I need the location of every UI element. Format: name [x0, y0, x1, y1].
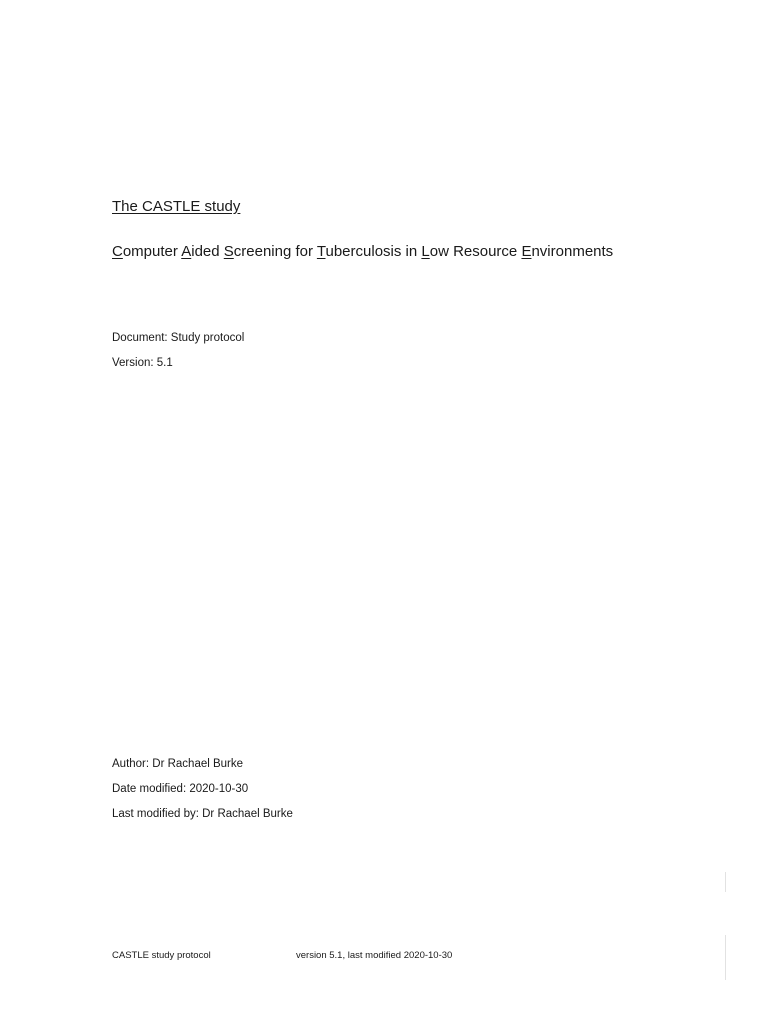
subtitle-word-screening: creening for [233, 243, 317, 260]
subtitle-initial-t: T [316, 243, 326, 260]
document-author: Author: Dr Rachael Burke [112, 758, 244, 770]
subtitle-word-computer: omputer [122, 243, 182, 260]
subtitle-word-environments: nvironments [531, 243, 614, 260]
subtitle-word-tuberculosis: uberculosis in [325, 243, 422, 260]
footer-left: CASTLE study protocol [112, 950, 211, 961]
document-last-modified-by: Last modified by: Dr Rachael Burke [112, 808, 293, 820]
subtitle-initial-e: E [521, 243, 532, 260]
subtitle-initial-l: L [421, 243, 430, 260]
subtitle-initial-s: S [223, 243, 234, 260]
subtitle-word-aided: ided [191, 243, 224, 260]
document-version: Version: 5.1 [112, 357, 173, 369]
subtitle-initial-c: C [112, 243, 123, 260]
margin-mark-upper [725, 872, 726, 892]
document-date-modified: Date modified: 2020-10-30 [112, 783, 249, 795]
document-type: Document: Study protocol [112, 332, 245, 344]
document-title: The CASTLE study [112, 198, 241, 215]
footer-right: version 5.1, last modified 2020-10-30 [296, 950, 453, 961]
margin-mark-lower [725, 935, 726, 980]
subtitle-word-low-resource: ow Resource [429, 243, 522, 260]
subtitle-initial-a: A [181, 243, 192, 260]
document-subtitle [112, 243, 613, 260]
